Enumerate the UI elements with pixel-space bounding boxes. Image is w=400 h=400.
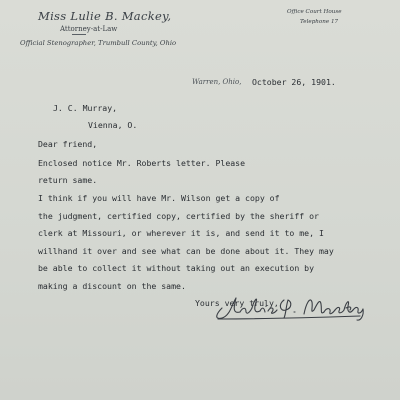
body-line: willhand it over and see what can be done about it. They may — [38, 246, 334, 256]
letterhead-divider — [72, 34, 86, 35]
salutation: Dear friend, — [38, 139, 98, 149]
body-line: the judgment, certified copy, certified by the sheriff or — [38, 211, 319, 221]
letter-date: October 26, 1901. — [252, 77, 336, 87]
letterhead-description: Official Stenographer, Trumbull County, Ohio — [20, 39, 177, 47]
recipient-city: Vienna, O. — [88, 120, 138, 130]
body-line: be able to collect it without taking out an execution by — [38, 263, 315, 273]
signature-image — [210, 288, 370, 322]
body-line: return same. — [38, 175, 98, 185]
letter-place: Warren, Ohio, — [192, 78, 242, 86]
body-line: I think if you will have Mr. Wilson get a copy of — [38, 193, 280, 203]
letterhead-title: Attorney-at-Law — [60, 25, 118, 33]
closing: Yours very truly, — [195, 298, 279, 308]
letterhead-name: Miss Lulie B. Mackey, — [38, 9, 172, 23]
body-line: making a discount on the same. — [38, 281, 186, 291]
recipient-name: J. C. Murray, — [53, 103, 118, 113]
letterhead-office: Office Court House — [287, 9, 342, 15]
body-line: Enclosed notice Mr. Roberts letter. Please — [38, 158, 246, 168]
body-line: clerk at Missouri, or wherever it is, and send it to me, I — [38, 228, 324, 238]
letterhead-telephone: Telephone 17 — [300, 19, 339, 25]
